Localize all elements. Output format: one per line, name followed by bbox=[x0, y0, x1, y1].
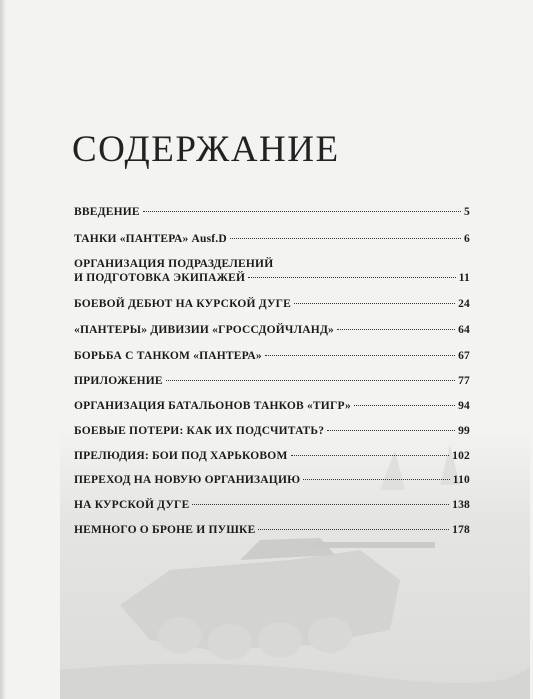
dot-leader bbox=[258, 529, 449, 530]
toc-entry-page: 6 bbox=[464, 233, 470, 245]
faded-tank-photo bbox=[60, 430, 530, 699]
dot-leader bbox=[265, 355, 455, 356]
toc-entry-page: 5 bbox=[464, 206, 470, 218]
toc-entry[interactable] bbox=[74, 324, 470, 336]
toc-entry-title: БОРЬБА С ТАНКОМ «ПАНТЕРА» bbox=[74, 350, 262, 362]
toc-entry-title: ОРГАНИЗАЦИЯ БАТАЛЬОНОВ ТАНКОВ «ТИГР» bbox=[74, 400, 351, 412]
toc-entry-page: 24 bbox=[458, 298, 470, 310]
toc-entry-page: 67 bbox=[458, 350, 470, 362]
page-edge bbox=[0, 0, 6, 699]
toc-entry-title-line1: ОРГАНИЗАЦИЯ ПОДРАЗДЕЛЕНИЙ bbox=[74, 258, 274, 270]
toc-entry-title: ПРЕЛЮДИЯ: БОИ ПОД ХАРЬКОВОМ bbox=[74, 450, 288, 462]
toc-entry-title: «ПАНТЕРЫ» ДИВИЗИИ «ГРОССДОЙЧЛАНД» bbox=[74, 324, 335, 336]
toc-entry-title: ПРИЛОЖЕНИЕ bbox=[74, 375, 163, 387]
toc-entry-title: НА КУРСКОЙ ДУГЕ bbox=[74, 499, 190, 511]
toc-entry-page: 77 bbox=[458, 375, 470, 387]
toc-entry[interactable] bbox=[74, 206, 470, 218]
toc-entry-title: ПЕРЕХОД НА НОВУЮ ОРГАНИЗАЦИЮ bbox=[74, 474, 301, 486]
dot-leader bbox=[143, 211, 461, 212]
toc-entry[interactable] bbox=[74, 298, 470, 310]
toc-entry-title: НЕМНОГО О БРОНЕ И ПУШКЕ bbox=[74, 524, 256, 536]
toc-entry-page: 94 bbox=[458, 400, 470, 412]
toc-entry[interactable] bbox=[74, 474, 470, 486]
toc-entry[interactable] bbox=[74, 524, 470, 536]
dot-leader bbox=[303, 479, 450, 480]
toc-entry-page: 178 bbox=[452, 524, 470, 536]
dot-leader bbox=[327, 430, 455, 431]
toc-entry[interactable] bbox=[74, 258, 470, 284]
toc-entry-title: И ПОДГОТОВКА ЭКИПАЖЕЙ bbox=[74, 272, 246, 284]
toc-entry-page: 102 bbox=[452, 450, 470, 462]
toc-entry[interactable] bbox=[74, 400, 470, 412]
dot-leader bbox=[230, 238, 461, 239]
toc-entry[interactable] bbox=[74, 499, 470, 511]
toc-entry[interactable] bbox=[74, 350, 470, 362]
dot-leader bbox=[166, 380, 455, 381]
toc-entry[interactable] bbox=[74, 450, 470, 462]
toc-entry-page: 99 bbox=[458, 425, 470, 437]
toc-entry-title: БОЕВОЙ ДЕБЮТ НА КУРСКОЙ ДУГЕ bbox=[74, 298, 292, 310]
toc-entry[interactable] bbox=[74, 233, 470, 245]
dot-leader bbox=[192, 504, 449, 505]
toc-entry-page: 11 bbox=[458, 272, 470, 284]
dot-leader bbox=[294, 303, 455, 304]
toc-entry[interactable] bbox=[74, 425, 470, 437]
toc-entry-page: 138 bbox=[452, 499, 470, 511]
dot-leader bbox=[337, 329, 455, 330]
page-title: СОДЕРЖАНИЕ bbox=[72, 129, 340, 170]
toc-entry-page: 110 bbox=[452, 474, 470, 486]
toc-entry-title: ВВЕДЕНИЕ bbox=[74, 206, 140, 218]
dot-leader bbox=[291, 455, 450, 456]
toc-entry-title: БОЕВЫЕ ПОТЕРИ: КАК ИХ ПОДСЧИТАТЬ? bbox=[74, 425, 325, 437]
toc-entry[interactable] bbox=[74, 375, 470, 387]
dot-leader bbox=[248, 277, 456, 278]
toc-entry-page: 64 bbox=[458, 324, 470, 336]
dot-leader bbox=[354, 405, 455, 406]
toc-entry-title: ТАНКИ «ПАНТЕРА» Ausf.D bbox=[74, 233, 227, 245]
